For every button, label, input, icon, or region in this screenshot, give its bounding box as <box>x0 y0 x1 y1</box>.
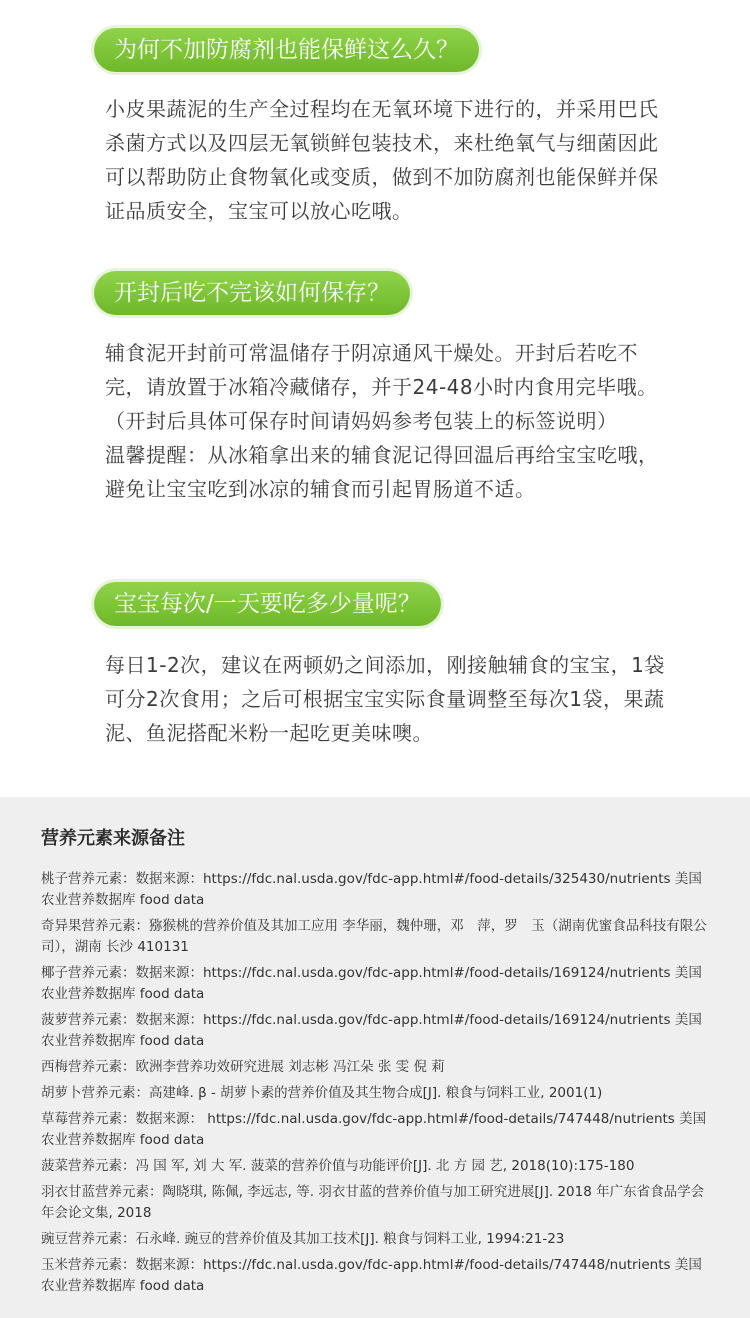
note-item: 草莓营养元素：数据来源： https://fdc.nal.usda.gov/fdc-app.html#/food-details/747448/nutrients 美国农业营养数据库 food data <box>41 1111 707 1148</box>
note-item: 豌豆营养元素：石永峰. 豌豆的营养价值及其加工技术[J]. 粮食与饲料工业, 1994:21-23 <box>41 1231 565 1247</box>
answer-paragraph-tip: 温馨提醒：从冰箱拿出来的辅食泥记得回温后再给宝宝吃哦，避免让宝宝吃到冰凉的辅食而引起胃肠道不适。 <box>105 443 659 501</box>
note-item: 菠菜营养元素：冯 国 军, 刘 大 军. 菠菜的营养价值与功能评价[J]. 北 方 园 艺, 2018(10):175-180 <box>41 1158 635 1174</box>
answer-paragraph: 辅食泥开封前可常温储存于阴凉通风干燥处。开封后若吃不完，请放置于冰箱冷藏储存，并于24-48小时内食用完毕哦。（开封后具体可保存时间请妈妈参考包装上的标签说明） <box>105 341 658 433</box>
notes-list <box>41 869 713 1302</box>
note-item: 奇异果营养元素：猕猴桃的营养价值及其加工应用 李华丽，魏仲珊，邓 萍，罗 玉（湖南优蜜食品科技有限公司），湖南 长沙 410131 <box>41 918 707 955</box>
note-item: 菠萝营养元素：数据来源：https://fdc.nal.usda.gov/fdc-app.html#/food-details/169124/nutrients 美国农业营养数据库 food data <box>41 1012 702 1049</box>
note-item: 玉米营养元素：数据来源：https://fdc.nal.usda.gov/fdc-app.html#/food-details/747448/nutrients 美国农业营养数据库 food data <box>41 1257 702 1294</box>
note-item: 桃子营养元素：数据来源：https://fdc.nal.usda.gov/fdc-app.html#/food-details/325430/nutrients 美国农业营养数据库 food data <box>41 871 702 908</box>
answer-paragraph: 每日1-2次，建议在两顿奶之间添加，刚接触辅食的宝宝，1袋可分2次食用；之后可根据宝宝实际食量调整至每次1袋，果蔬泥、鱼泥搭配米粉一起吃更美味噢。 <box>105 653 665 745</box>
answer-preservative <box>105 92 665 228</box>
note-item: 胡萝卜营养元素：高建峰. β - 胡萝卜素的营养价值及其生物合成[J]. 粮食与饲料工业, 2001(1) <box>41 1085 603 1101</box>
answer-paragraph: 小皮果蔬泥的生产全过程均在无氧环境下进行的，并采用巴氏杀菌方式以及四层无氧锁鲜包装技术，来杜绝氧气与细菌因此可以帮助防止食物氧化或变质，做到不加防腐剂也能保鲜并保证品质安全，宝宝可以放心吃哦。 <box>105 97 659 223</box>
note-item: 椰子营养元素：数据来源：https://fdc.nal.usda.gov/fdc-app.html#/food-details/169124/nutrients 美国农业营养数据库 food data <box>41 965 702 1002</box>
answer-storage <box>105 336 665 506</box>
note-item: 西梅营养元素：欧洲李营养功效研究进展 刘志彬 冯江朵 张 雯 倪 莉 <box>41 1059 445 1075</box>
question-heading-preservative: 为何不加防腐剂也能保鲜这么久？ <box>94 28 479 72</box>
note-item: 羽衣甘蓝营养元素：陶晓琪, 陈佩, 李远志, 等. 羽衣甘蓝的营养价值与加工研究进展[J]. 2018 年广东省食品学会年会论文集, 2018 <box>41 1184 705 1221</box>
nutrition-notes <box>0 797 750 1318</box>
answer-amount <box>105 648 665 750</box>
question-heading-amount: 宝宝每次/一天要吃多少量呢？ <box>94 582 441 626</box>
question-heading-storage: 开封后吃不完该如何保存？ <box>94 271 410 315</box>
notes-title: 营养元素来源备注 <box>41 828 185 849</box>
